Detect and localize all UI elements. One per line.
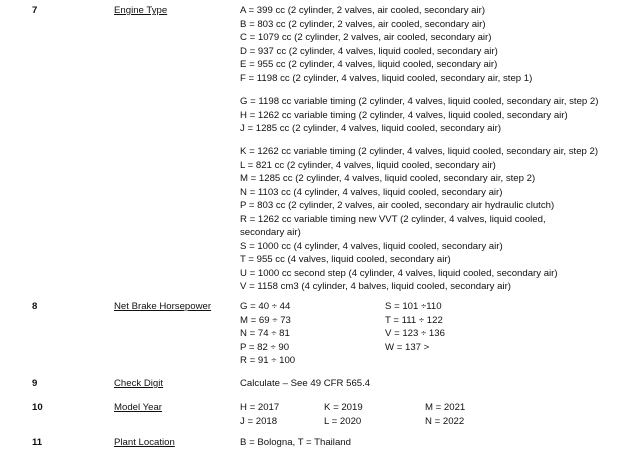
horsepower-code-n: N = 74 ÷ 81	[240, 328, 290, 339]
row-label-net-brake-horsepower: Net Brake Horsepower	[114, 301, 212, 312]
engine-code-l: L = 821 cc (2 cylinder, 4 valves, liquid cooled, secondary air)	[240, 159, 496, 171]
engine-code-k: K = 1262 cc variable timing (2 cylinder, 4 valves, liquid cooled, secondary air, step 2)	[240, 146, 599, 157]
model-year-code-n: N = 2022	[425, 415, 465, 427]
horsepower-code-g: G = 40 ÷ 44	[240, 301, 291, 312]
engine-code-a: A = 399 cc (2 cylinder, 2 valves, air cooled, secondary air)	[240, 5, 486, 16]
row-number-10: 10	[32, 402, 43, 413]
horsepower-code-v: V = 123 ÷ 136	[385, 328, 445, 339]
row-label-check-digit: Check Digit	[114, 378, 164, 389]
engine-code-d: D = 937 cc (2 cylinder, 4 valves, liquid cooled, secondary air)	[240, 45, 498, 57]
engine-code-h: H = 1262 cc variable timing (2 cylinder, 4 valves, liquid cooled, secondary air)	[240, 109, 568, 121]
engine-code-t: T = 955 cc (4 valves, liquid cooled, secondary air)	[240, 254, 451, 265]
engine-code-p: P = 803 cc (2 cylinder, 2 valves, air cooled, secondary air hydraulic clutch)	[240, 200, 555, 211]
engine-code-u: U = 1000 cc second step (4 cylinder, 4 valves, liquid cooled, secondary air)	[240, 267, 558, 279]
engine-code-g: G = 1198 cc variable timing (2 cylinder, 4 valves, liquid cooled, secondary air, step 2)	[240, 96, 599, 107]
row-label-plant-location: Plant Location	[114, 437, 175, 448]
horsepower-code-s: S = 101 ÷110	[385, 301, 442, 312]
row-number-8: 8	[32, 301, 38, 312]
row-number-9: 9	[32, 378, 38, 389]
horsepower-code-r: R = 91 ÷ 100	[240, 355, 296, 366]
engine-code-e: E = 955 cc (2 cylinder, 4 valves, liquid cooled, secondary air)	[240, 59, 498, 70]
model-year-code-h: H = 2017	[240, 402, 280, 413]
engine-code-r-continued: secondary air)	[240, 227, 301, 238]
model-year-code-l: L = 2020	[324, 415, 362, 427]
engine-code-b: B = 803 cc (2 cylinder, 2 valves, air cooled, secondary air)	[240, 18, 486, 30]
engine-code-j: J = 1285 cc (2 cylinder, 4 valves, liquid cooled, secondary air)	[240, 123, 502, 134]
row-label-engine-type: Engine Type	[114, 5, 168, 16]
row-number-11: 11	[32, 437, 43, 448]
horsepower-code-p: P = 82 ÷ 90	[240, 341, 290, 353]
engine-code-s: S = 1000 cc (4 cylinder, 4 valves, liquid cooled, secondary air)	[240, 240, 503, 252]
model-year-code-j: J = 2018	[240, 415, 278, 427]
check-digit-text: Calculate – See 49 CFR 565.4	[240, 378, 371, 389]
plant-location-text: B = Bologna, T = Thailand	[240, 437, 351, 448]
engine-code-n: N = 1103 cc (4 cylinder, 4 valves, liquid cooled, secondary air)	[240, 186, 503, 198]
horsepower-code-m: M = 69 ÷ 73	[240, 314, 291, 326]
engine-code-m: M = 1285 cc (2 cylinder, 4 valves, liquid cooled, secondary air, step 2)	[240, 173, 536, 184]
engine-code-f: F = 1198 cc (2 cylinder, 4 valves, liquid cooled, secondary air, step 1)	[240, 72, 533, 84]
horsepower-code-w: W = 137 >	[385, 341, 430, 353]
horsepower-code-t: T = 111 ÷ 122	[385, 314, 443, 326]
row-number-7: 7	[32, 5, 38, 16]
model-year-code-m: M = 2021	[425, 402, 466, 413]
row-label-model-year: Model Year	[114, 402, 163, 413]
model-year-code-k: K = 2019	[324, 402, 363, 413]
engine-code-r: R = 1262 cc variable timing new VVT (2 cylinder, 4 valves, liquid cooled,	[240, 213, 546, 225]
engine-code-v: V = 1158 cm3 (4 cylinder, 4 balves, liquid cooled, secondary air)	[240, 281, 511, 292]
engine-code-c: C = 1079 cc (2 cylinder, 2 valves, air cooled, secondary air)	[240, 32, 492, 43]
